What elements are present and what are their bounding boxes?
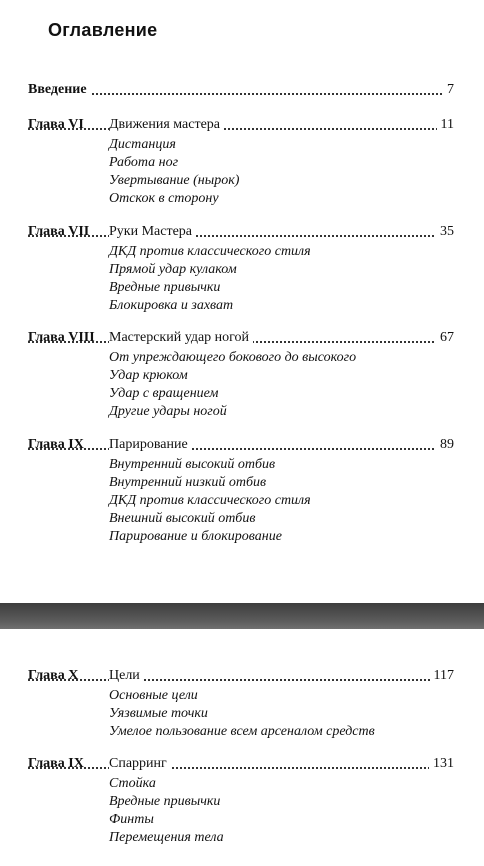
intro-title: Введение bbox=[28, 80, 91, 99]
subsection-item[interactable]: Финты bbox=[109, 812, 154, 827]
toc-entry-intro[interactable] bbox=[28, 80, 454, 99]
subsection-list bbox=[109, 136, 239, 208]
subsection-item[interactable]: Дистанция bbox=[109, 137, 176, 152]
page-number: 35 bbox=[436, 222, 454, 241]
subsection-list bbox=[109, 775, 224, 847]
page-number: 131 bbox=[429, 754, 454, 773]
subsection-item[interactable]: Умелое пользование всем арсеналом средств bbox=[109, 724, 375, 739]
chapter-label: Глава VI bbox=[28, 117, 84, 132]
chapter-title: Мастерский удар ногой bbox=[109, 328, 253, 347]
dot-leader bbox=[28, 767, 454, 769]
subsection-list bbox=[109, 243, 311, 315]
chapter-title: Цели bbox=[109, 666, 144, 685]
subsection-item[interactable]: ДКД против классического стиля bbox=[109, 244, 311, 259]
subsection-item[interactable]: Внутренний низкий отбив bbox=[109, 475, 267, 490]
toc-entry-chapter-6[interactable] bbox=[28, 115, 454, 134]
toc-entry-chapter-sparring[interactable] bbox=[28, 754, 454, 773]
chapter-label: Глава IX bbox=[28, 756, 84, 771]
subsection-item[interactable]: Удар с вращением bbox=[109, 386, 219, 401]
subsection-item[interactable]: Увертывание (нырок) bbox=[109, 173, 240, 188]
subsection-item[interactable]: Уязвимые точки bbox=[109, 706, 208, 721]
chapter-label: Глава X bbox=[28, 668, 79, 683]
toc-entry-chapter-8[interactable] bbox=[28, 328, 454, 347]
subsection-item[interactable]: Парирование и блокирование bbox=[109, 529, 282, 544]
subsection-list bbox=[109, 687, 375, 741]
chapter-title: Руки Мастера bbox=[109, 222, 196, 241]
subsection-item[interactable]: Прямой удар кулаком bbox=[109, 262, 237, 277]
subsection-list bbox=[109, 456, 311, 546]
page-number: 89 bbox=[436, 435, 454, 454]
subsection-item[interactable]: Внешний высокий отбив bbox=[109, 511, 256, 526]
subsection-item[interactable]: Работа ног bbox=[109, 155, 179, 170]
chapter-title: Спарринг bbox=[109, 754, 171, 773]
page-number: 11 bbox=[437, 115, 454, 134]
subsection-list bbox=[109, 349, 356, 421]
chapter-label: Глава VII bbox=[28, 224, 90, 239]
subsection-item[interactable]: Вредные привычки bbox=[109, 794, 221, 809]
toc-entry-chapter-9[interactable] bbox=[28, 435, 454, 454]
subsection-item[interactable]: Отскок в сторону bbox=[109, 191, 219, 206]
subsection-item[interactable]: Удар крюком bbox=[109, 368, 188, 383]
subsection-item[interactable]: Блокировка и захват bbox=[109, 298, 234, 313]
subsection-item[interactable]: Основные цели bbox=[109, 688, 198, 703]
subsection-item[interactable]: ДКД против классического стиля bbox=[109, 493, 311, 508]
dot-leader bbox=[28, 679, 454, 681]
toc-page-2 bbox=[0, 629, 484, 866]
subsection-item[interactable]: Стойка bbox=[109, 776, 156, 791]
dot-leader bbox=[28, 448, 454, 450]
subsection-item[interactable]: От упреждающего бокового до высокого bbox=[109, 350, 357, 365]
page-separator bbox=[0, 603, 484, 629]
page-number: 117 bbox=[430, 666, 454, 685]
page-number: 67 bbox=[436, 328, 454, 347]
page-number: 7 bbox=[443, 80, 454, 99]
dot-leader bbox=[28, 93, 454, 95]
chapter-label: Глава VIII bbox=[28, 330, 95, 345]
dot-leader bbox=[28, 128, 454, 130]
chapter-title: Движения мастера bbox=[109, 115, 224, 134]
subsection-item[interactable]: Другие удары ногой bbox=[109, 404, 227, 419]
dot-leader bbox=[28, 235, 454, 237]
chapter-label: Глава IX bbox=[28, 437, 84, 452]
subsection-item[interactable]: Перемещения тела bbox=[109, 830, 224, 845]
chapter-title: Парирование bbox=[109, 435, 192, 454]
subsection-item[interactable]: Внутренний высокий отбив bbox=[109, 457, 276, 472]
toc-entry-chapter-10[interactable] bbox=[28, 666, 454, 685]
toc-entry-chapter-7[interactable] bbox=[28, 222, 454, 241]
subsection-item[interactable]: Вредные привычки bbox=[109, 280, 221, 295]
toc-title: Оглавление bbox=[48, 20, 158, 40]
